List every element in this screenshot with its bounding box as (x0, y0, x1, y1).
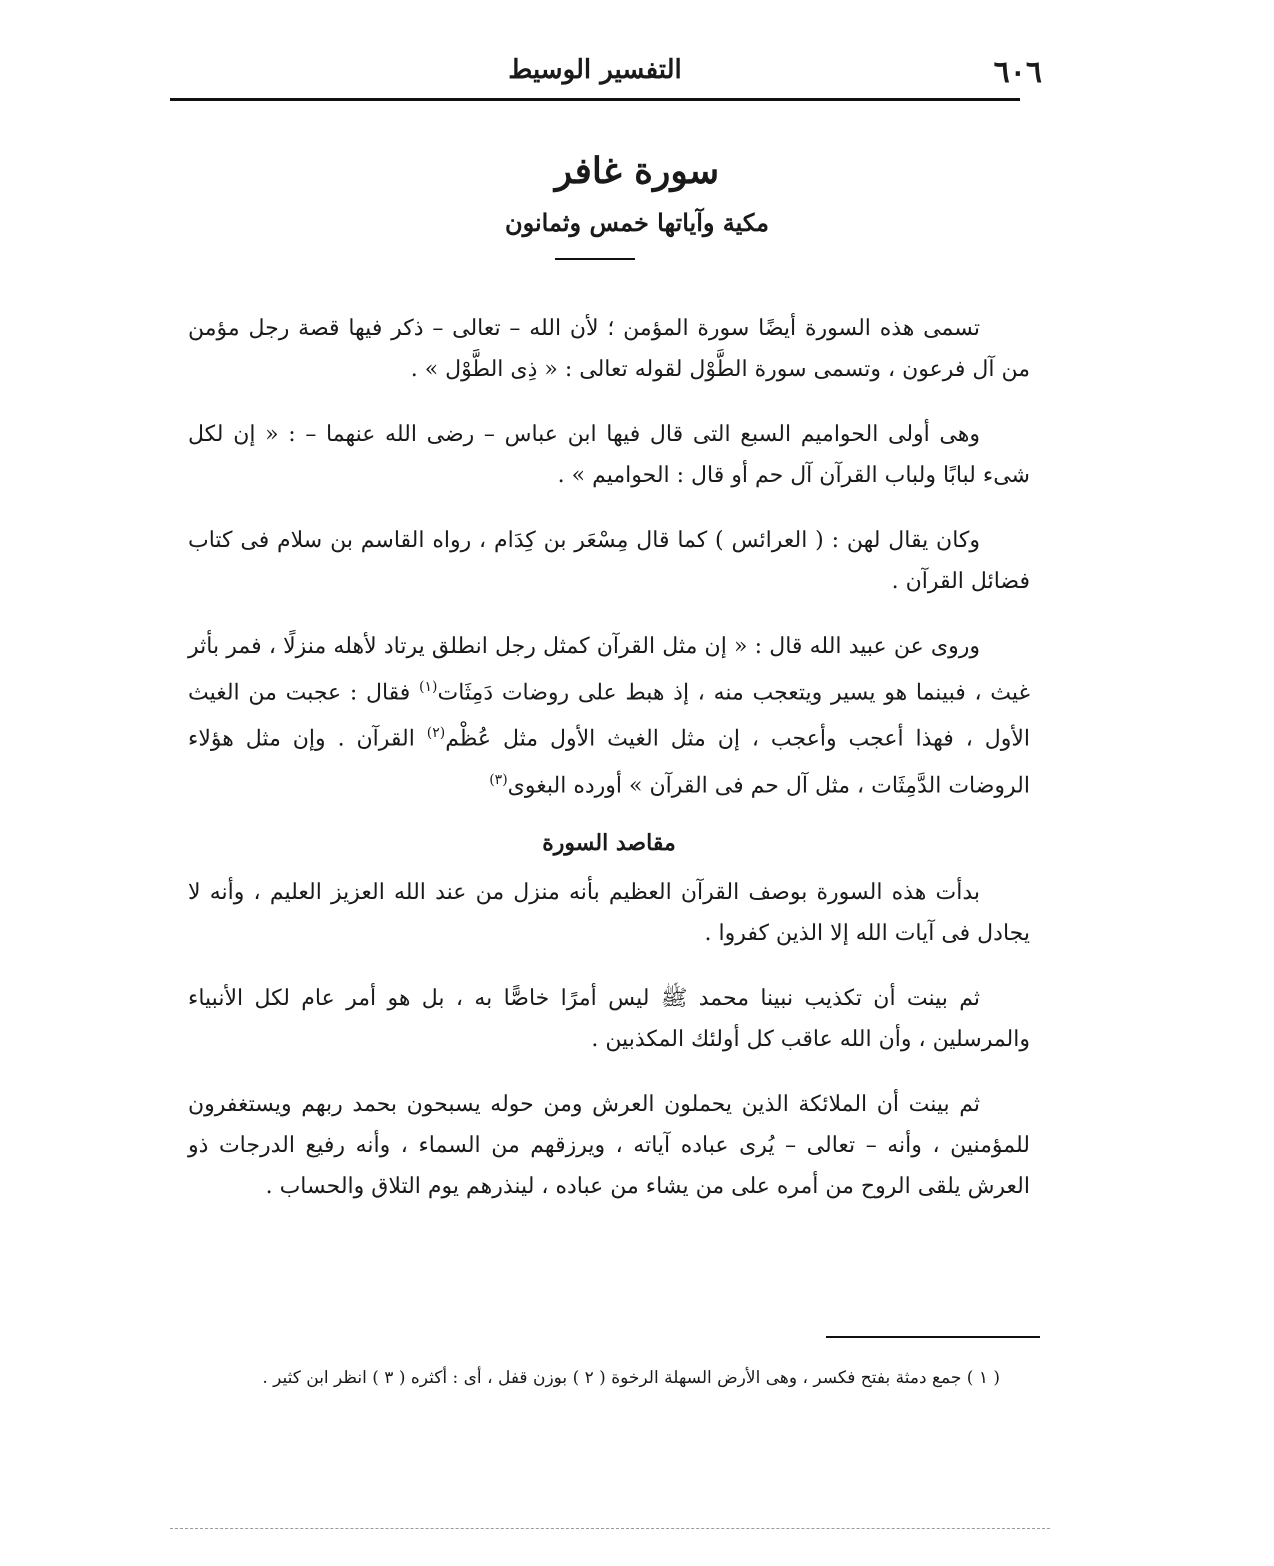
paragraph-names: تسمى هذه السورة أيضًا سورة المؤمن ؛ لأن الله – تعالى – ذكر فيها قصة رجل مؤمن من آل فرعون ، وتسمى سورة الطَّوْل لقوله تعالى : « ذِى الطَّوْل » . (188, 316, 1030, 382)
paragraph-objective-1: بدأت هذه السورة بوصف القرآن العظيم بأنه منزل من عند الله العزيز العليم ، وأنه لا يجادل فى آيات الله إلا الذين كفروا . (188, 879, 1030, 946)
footnotes: ( ١ ) جمع دمثة بفتح فكسر ، وهى الأرض السهلة الرخوة ( ٢ ) بوزن قفل ، أى : أكثره ( ٣ ) انظر ابن كثير . (262, 1368, 1000, 1388)
hadith-text-2: فقال : عجبت من الغيث الأول ، فهذا أعجب وأعجب ، إن مثل الغيث الأول مثل عُظْم (188, 680, 1030, 752)
footnote-ref-2: (٢) (426, 725, 446, 742)
paragraph-arais: وكان يقال لهن : ( العرائس ) كما قال مِسْعَر بن كِدَام ، رواه القاسم بن سلام فى كتاب فضائل القرآن . (188, 528, 1030, 594)
scan-artifact-line (170, 1528, 1050, 1529)
footnote-ref-1: (١) (419, 679, 438, 695)
running-header-title: التفسير الوسيط (508, 55, 682, 85)
section-heading: مقاصد السورة (542, 829, 676, 856)
hadith-text-1: وروى عن عبيد الله قال : « إن مثل القرآن كمثل رجل انطلق يرتاد لأهله منزلًا ، فمر بأثر غيث ، فبينما هو يسير ويتعجب منه ، إذ هبط على روضات دَمِثَات (188, 634, 1030, 706)
footnote-ref-3: (٣) (489, 771, 508, 788)
paragraph-hadith (188, 626, 1030, 806)
hadith-text-3: القرآن . وإن مثل هؤلاء الروضات الدَّمِثَات ، مثل آل حم فى القرآن » أورده البغوى (188, 726, 1030, 798)
header-rule (170, 98, 1020, 101)
page-body (188, 308, 1030, 1231)
sura-subtitle: مكية وآياتها خمس وثمانون (504, 208, 770, 237)
paragraph-hawamim: وهى أولى الحواميم السبع التى قال فيها ابن عباس – رضى الله عنهما – : « إن لكل شىء لبابًا ولباب القرآن آل حم أو قال : الحواميم » . (188, 422, 1030, 488)
paragraph-objective-2: ثم بينت أن تكذيب نبينا محمد ﷺ ليس أمرًا خاصًّا به ، بل هو أمر عام لكل الأنبياء والمرسلين ، وأن الله عاقب كل أولئك المكذبين . (188, 985, 1030, 1052)
paragraph-objective-3: ثم بينت أن الملائكة الذين يحملون العرش ومن حوله يسبحون بحمد ربهم ويستغفرون للمؤمنين ، وأنه – تعالى – يُرى عباده آياته ، ويرزقهم من السماء ، وأنه رفيع الدرجات ذو العرش يلقى الروح من أمره على من يشاء من عباده ، لينذرهم يوم التلاق والحساب . (188, 1091, 1030, 1199)
sura-title: سورة غافر (554, 150, 720, 192)
title-divider (555, 258, 635, 260)
footnote-rule (826, 1336, 1040, 1338)
page-number: ٦٠٦ (993, 55, 1042, 90)
